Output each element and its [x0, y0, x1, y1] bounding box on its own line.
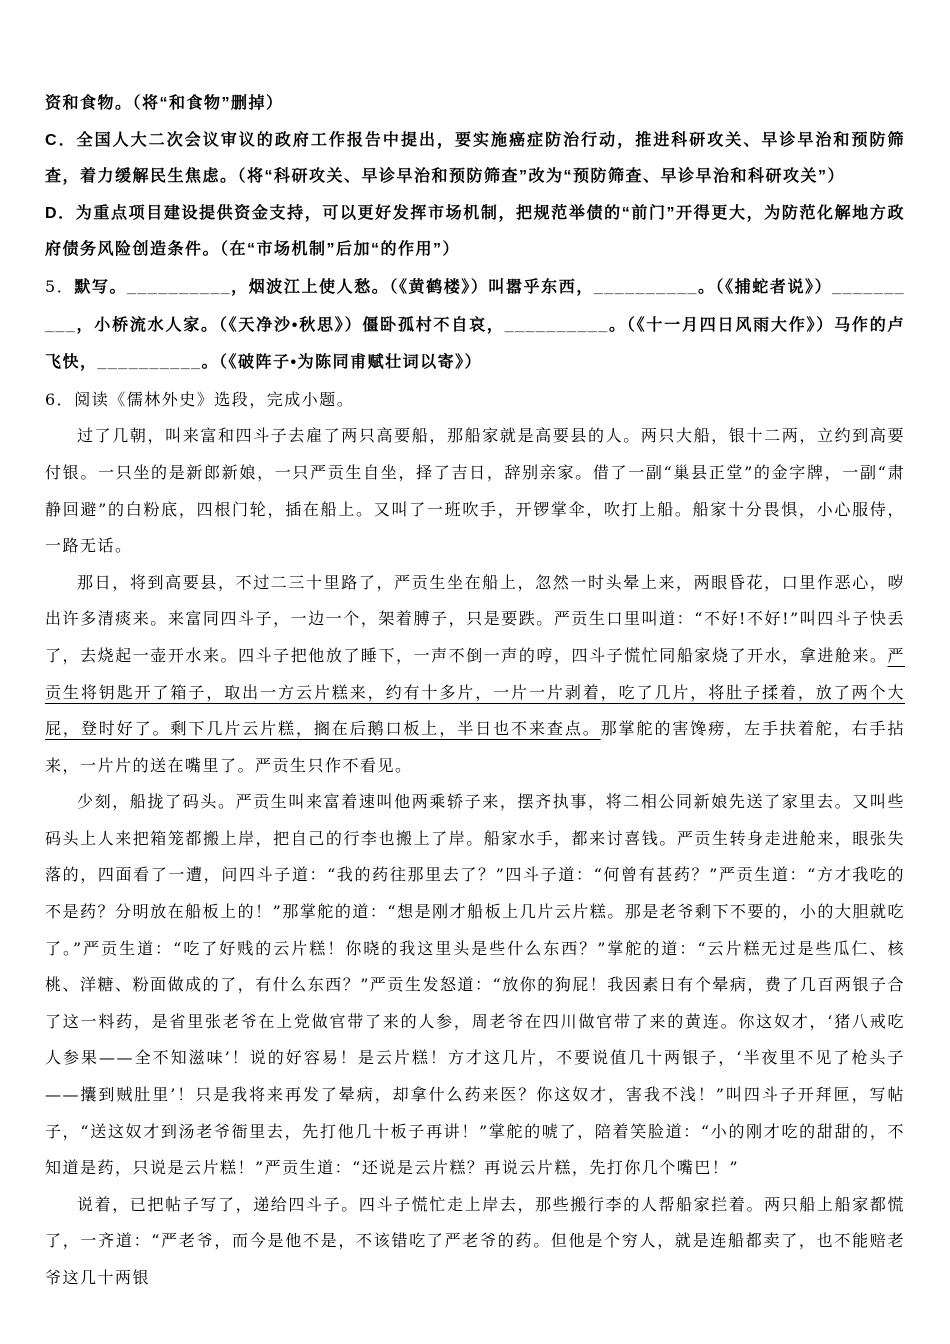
- question-6-prompt: 阅读《儒林外史》选段，完成小题。: [74, 389, 355, 409]
- passage-paragraph-1: 过了几朝，叫来富和四斗子去雇了两只高要船，那船家就是高要县的人。两只大船，银十二两，立约到高要付银。一只坐的是新郎新娘，一只严贡生自坐，择了吉日，辞别亲家。借了一副“巢县正堂”的金字牌，一副“肃静回避”的白粉底，四根门轮，插在船上。又叫了一班吹手，开锣掌伞，吹打上船。船家十分畏惧，小心服侍，一路无话。: [45, 426, 905, 556]
- question-6: [45, 382, 905, 419]
- option-d: D．为重点项目建设提供资金支持，可以更好发挥市场机制，把规范举债的“前门”开得更大，为防范化解地方政府债务风险创造条件。（在“市场机制”后加“的作用”）: [45, 204, 905, 259]
- question-5-text: 默写。__________，烟波江上使人愁。（《黄鹤楼》）叫嚣乎东西，__________。（《捕蛇者说》）__________，小桥流水人家。（《天净沙•秋思》）僵卧孤村不自哀，__________。（《十一月四日风雨大作》）马作的卢飞快，__________。（《破阵子•为陈同甫赋壮词以寄》）: [45, 278, 905, 372]
- rulin-waishi-excerpt: [45, 418, 905, 1296]
- passage-paragraph-4: 说着，已把帖子写了，递给四斗子。四斗子慌忙走上岸去，那些搬行李的人帮船家拦着。两只船上船家都慌了，一齐道：“严老爷，而今是他不是，不该错吃了严老爷的药。但他是个穷人，就是连船都卖了，也不能赔老爷这几十两银: [45, 1194, 905, 1287]
- option-c: C．全国人大二次会议审议的政府工作报告中提出，要实施癌症防治行动，推进科研攻关、早诊早治和预防筛查，着力缓解民生焦虑。（将“科研攻关、早诊早治和预防筛查”改为“预防筛查、早诊早治和科研攻关”）: [45, 131, 905, 186]
- option-b-continuation: 资和食物。（将“和食物”删掉）: [45, 95, 284, 112]
- paragraph-2-after-underline: 那掌舵的害馋痨，左手扶着舵，右手拈来，一片片的送在嘴里了。严贡生只作不看见。: [45, 719, 905, 775]
- question-6-number: 6．: [45, 389, 75, 409]
- underlined-sentence: 严贡生将钥匙开了箱子，取出一方云片糕来，约有十多片，一片一片剥着，吃了几片，将肚子揉着，放了两个大屁，登时好了。剩下几片云片糕，搁在后鹅口板上，半日也不来查点。: [45, 645, 905, 739]
- question-5-number: 5．: [45, 276, 75, 296]
- question-5: [45, 269, 905, 382]
- passage-paragraph-2: [45, 565, 905, 785]
- passage-paragraph-3: 少刻，船拢了码头。严贡生叫来富着速叫他两乘轿子来，摆齐执事，将二相公同新娘先送了家里去。又叫些码头上人来把箱笼都搬上岸，把自己的行李也搬上了岸。船家水手，都来讨喜钱。严贡生转身走进舱来，眼张失落的，四面看了一遭，问四斗子道：“我的药往那里去了？”四斗子道：“何曾有甚药？”严贡生道：“方才我吃的不是药？分明放在船板上的！”那掌舵的道：“想是刚才船板上几片云片糕。那是老爷剩下不要的，小的大胆就吃了。”严贡生道：“吃了好贱的云片糕！你晓的我这里头是些什么东西？”掌舵的道：“云片糕无过是些瓜仁、核桃、洋糖、粉面做成的了，有什么东西？”严贡生发怒道：“放你的狗屁！我因素日有个晕病，费了几百两银子合了这一料药，是省里张老爷在上党做官带了来的人参，周老爷在四川做官带了来的黄连。你这奴才，‘猪八戒吃人参果——全不知滋味’！说的好容易！是云片糕！方才这几片，不要说值几十两银子，‘半夜里不见了枪头子——攮到贼肚里’！只是我将来再发了晕病，却拿什么药来医？你这奴才，害我不浅！”叫四斗子开拜匣，写帖子，“送这奴才到汤老爷衙里去，先打他几十板子再讲！”掌舵的唬了，陪着笑脸道：“小的刚才吃的甜甜的，不知道是药，只说是云片糕！”严贡生道：“还说是云片糕？再说云片糕，先打你几个嘴巴！”: [45, 792, 905, 1178]
- paragraph-2-before-underline: 那日，将到高要县，不过二三十里路了，严贡生坐在船上，忽然一时头晕上来，两眼昏花，口里作恶心，哕出许多清痰来。来富同四斗子，一边一个，架着膊子，只是要跌。严贡生口里叫道：“不好!不好!”叫四斗子快丢了，去烧起一壶开水来。四斗子把他放了睡下，一声不倒一声的哼，四斗子慌忙同船家烧了开水，拿进舱来。: [45, 572, 905, 665]
